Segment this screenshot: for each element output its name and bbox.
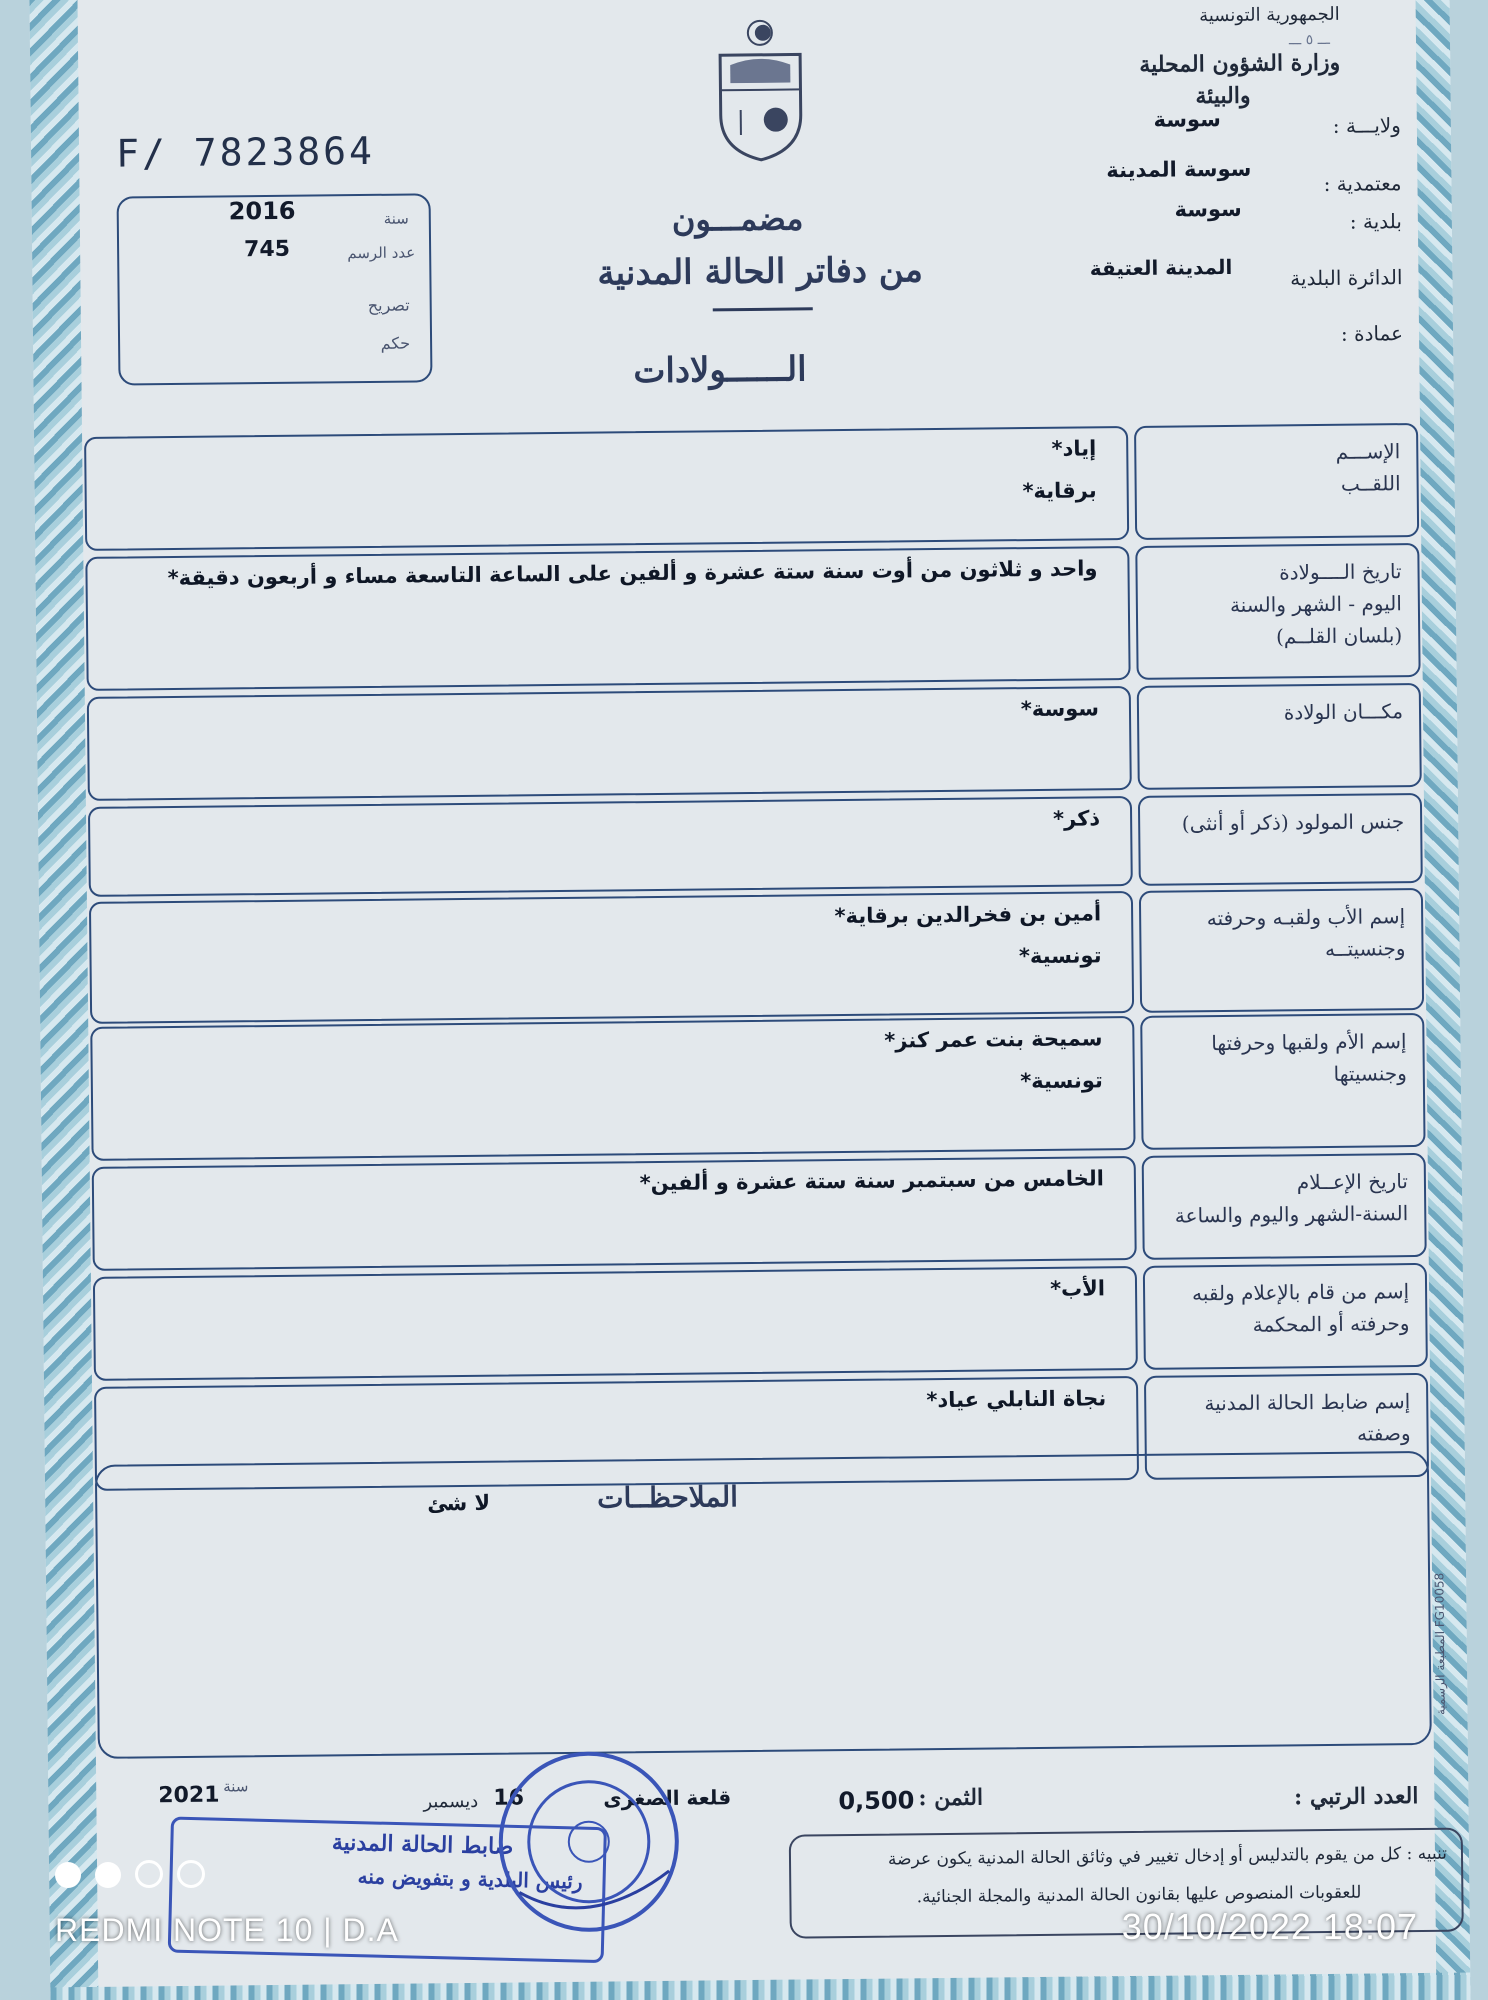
omada-label: عمادة :: [1340, 321, 1404, 346]
ref-judgment-label: حكم: [380, 333, 411, 353]
guilloche-border-bottom: [50, 1973, 1470, 2000]
record-label: وحرفته أو المحكمة: [1252, 1311, 1410, 1337]
warning-box: [789, 1828, 1464, 1939]
record-value: ذكر*: [1052, 806, 1101, 831]
remarks-box: [95, 1451, 1448, 1759]
price-value: 0,500: [838, 1786, 915, 1816]
record-value: تونسية*: [1018, 943, 1102, 969]
record-value: إياد*: [1051, 436, 1097, 461]
record-value-cell: [88, 796, 1133, 897]
ref-number-value: 745: [243, 236, 291, 263]
civil-status-extract: [29, 0, 1470, 2000]
record-value: الأب*: [1049, 1276, 1106, 1301]
daira-value: المدينة العتيقة: [1089, 254, 1233, 281]
watermark-datetime: 30/10/2022 18:07: [1121, 1906, 1418, 1947]
issue-place: قلعة الصغرى: [603, 1785, 732, 1811]
record-value-cell: [84, 426, 1129, 551]
mootamadia-value: سوسة المدينة: [1106, 156, 1252, 183]
header-divider: ـــ ٥ ـــ: [1288, 31, 1331, 49]
record-label: إسم من قام بالإعلام ولقبه: [1191, 1279, 1410, 1306]
record-value: سميحة بنت عمر كنز*: [884, 1026, 1103, 1053]
printer-code: FG10058 المطبعة الرسمية: [1432, 1572, 1448, 1716]
section-title: الــــــولادات: [633, 349, 807, 392]
wilaya-value: سوسة: [1153, 107, 1221, 132]
ref-year-value: 2016: [228, 196, 296, 226]
serial-number: F/ 7823864: [115, 128, 376, 176]
record-value: سوسة*: [1020, 696, 1100, 722]
record-value-cell: [87, 686, 1132, 801]
issue-year-label: سنة: [223, 1777, 249, 1796]
remarks-label: الملاحظــات: [597, 1480, 739, 1515]
record-value-cell: [85, 546, 1130, 691]
round-seal-icon: [488, 1741, 690, 1943]
record-label: وجنسيتها: [1333, 1061, 1407, 1086]
record-value: برقاية*: [1022, 478, 1097, 504]
record-value: الخامس من سبتمبر سنة ستة عشرة و ألفين*: [639, 1166, 1105, 1196]
record-label: السنة-الشهر واليوم والساعة: [1174, 1201, 1409, 1228]
guilloche-border-left: [29, 0, 98, 2000]
price-label: الثمن :: [918, 1784, 984, 1812]
record-value-cell: [93, 1266, 1138, 1381]
record-label: مكـــان الولادة: [1283, 699, 1404, 725]
title-underline: [713, 307, 813, 311]
record-label: الإســـم: [1335, 439, 1401, 464]
record-label-cell: [1140, 1013, 1425, 1150]
record-label: اللقــب: [1340, 471, 1401, 496]
warning-line2: للعقوبات المنصوص عليها بقانون الحالة المدنية والمجلة الجنائية.: [916, 1882, 1362, 1908]
watermark-brand: REDMI NOTE 10 | D.A: [55, 1912, 399, 1948]
stamp-title: ضابط الحالة المدنية: [331, 1829, 514, 1860]
record-value: تونسية*: [1020, 1068, 1103, 1094]
record-label: وصفته: [1356, 1421, 1411, 1446]
record-value-cell: [92, 1156, 1137, 1271]
ref-declaration-label: تصريح: [367, 295, 410, 315]
ref-number-label: عدد الرسم: [347, 243, 416, 263]
ministry-text: وزارة الشؤون المحلية: [1139, 49, 1341, 78]
record-label: اليوم - الشهر والسنة: [1229, 591, 1403, 617]
record-value-cell: [89, 891, 1134, 1024]
record-label-cell: [1137, 683, 1422, 790]
record-label: (بلسان القلــم): [1275, 623, 1403, 649]
record-label: إسم ضابط الحالة المدنية: [1204, 1389, 1411, 1416]
ministry-text-2: والبيئة: [1195, 82, 1251, 110]
mootamadia-label: معتمدية :: [1323, 171, 1402, 196]
serial-order-label: العدد الرتبي :: [1293, 1783, 1419, 1811]
record-label: إسم الأب ولقبـه وحرفته: [1206, 904, 1406, 931]
issue-year-value: 2021: [158, 1782, 220, 1809]
record-label-cell: [1134, 423, 1419, 540]
republic-text: الجمهورية التونسية: [1199, 3, 1340, 27]
title-line1: مضمـــون: [671, 199, 804, 239]
baladia-label: بلدية :: [1349, 209, 1403, 234]
record-value: واحد و ثلاثون من أوت سنة ستة عشرة و ألفين على الساعة التاسعة مساء و أربعون دقيقة*: [167, 556, 1098, 591]
issue-month: ديسمبر: [423, 1790, 479, 1813]
record-label-cell: [1135, 543, 1420, 680]
baladia-value: سوسة: [1174, 196, 1242, 222]
record-label: وجنسيتــه: [1324, 936, 1406, 961]
record-label: تاريخ الــــولادة: [1279, 559, 1402, 585]
record-label: جنس المولود (ذكر أو أنثى): [1181, 809, 1405, 836]
record-value: نجاة النابلي عياد*: [926, 1386, 1107, 1413]
record-label: تاريخ الإعــلام: [1296, 1169, 1409, 1195]
record-value-cell: [90, 1016, 1135, 1161]
stamp-subtitle: رئيس البلدية و بتفويض منه: [357, 1864, 583, 1894]
warning-line1: تنبيه : كل من يقوم بالتدليس أو إدخال تغيير في وثائق الحالة المدنية يكون عرضة: [887, 1843, 1448, 1870]
remarks-value: لا شئ: [427, 1490, 491, 1516]
coat-of-arms-icon: [710, 14, 812, 165]
wilaya-label: ولايـــة :: [1332, 113, 1401, 138]
title-line2: من دفاتر الحالة المدنية: [597, 250, 924, 294]
issue-day: 16: [493, 1785, 525, 1811]
record-label-cell: [1138, 793, 1423, 886]
record-label-cell: [1139, 888, 1424, 1013]
ref-year-label: سنة: [383, 209, 409, 228]
record-label-cell: [1143, 1263, 1428, 1370]
reference-box: [117, 193, 433, 385]
record-label-cell: [1142, 1153, 1427, 1260]
record-value: أمين بن فخرالدين برقاية*: [834, 901, 1102, 929]
record-label: إسم الأم ولقبها وحرفتها: [1211, 1029, 1407, 1056]
daira-label: الدائرة البلدية: [1290, 265, 1403, 291]
